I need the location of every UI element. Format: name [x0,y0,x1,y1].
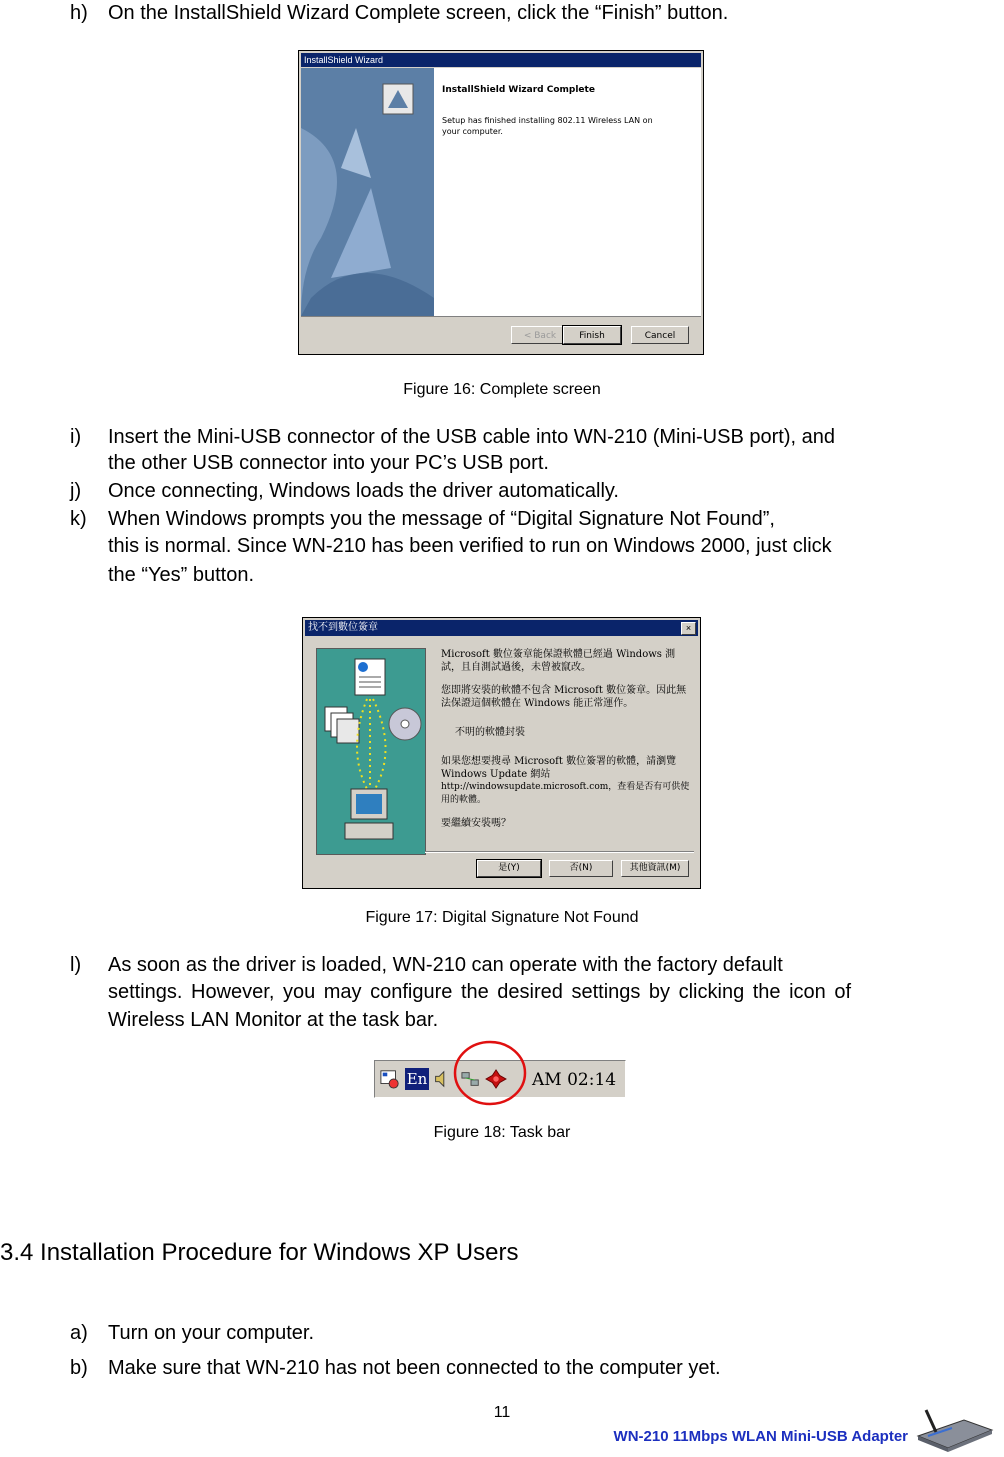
wizard-side-art [301,68,434,316]
language-indicator[interactable]: En [406,1070,428,1088]
message-paragraph: Microsoft 數位簽章能保證軟體已經過 Windows 測試，且自測試過後，未曾被竄改。 [441,649,676,673]
wizard-content-panel [434,68,701,316]
page-number: 11 [493,1404,511,1421]
finish-button[interactable]: Finish [563,326,621,344]
step-label: i) [70,426,82,448]
step-label: b) [70,1357,88,1379]
highlight-circle-icon [452,1040,532,1110]
wizard-button-bar [301,316,701,352]
step-text-line2: the other USB connector into your PC’s USB port. [108,452,549,474]
step-label: k) [70,508,87,530]
window-title: InstallShield Wizard [301,53,701,67]
cancel-button[interactable]: Cancel [631,326,689,344]
signature-message [441,648,691,840]
clock: AM 02:14 [532,1070,617,1090]
scheduler-icon[interactable] [379,1069,401,1089]
computer-disk-icon [317,649,423,852]
shield-art-icon [301,68,434,316]
wizard-heading: InstallShield Wizard Complete [442,85,595,95]
step-text: Turn on your computer. [108,1322,315,1344]
product-footer: WN-210 11Mbps WLAN Mini-USB Adapter [613,1428,908,1445]
step-label: a) [70,1322,88,1344]
volume-icon[interactable] [433,1069,451,1089]
step-label: j) [70,480,82,502]
step-label: h) [70,2,88,24]
wizard-body: Setup has finished installing 802.11 Wireless LAN on your computer. [442,116,653,136]
adapter-device-icon [912,1406,996,1452]
unknown-package-label: 不明的軟體封裝 [455,727,525,738]
signature-art [316,648,426,855]
more-info-button[interactable]: 其他資訊(M) [621,860,689,877]
figure-16-caption: Figure 16: Complete screen [403,381,601,398]
step-text-line3: the “Yes” button. [108,564,255,586]
section-heading: 3.4 Installation Procedure for Windows XP Users [0,1239,519,1266]
step-text-line2: settings. However, you may configure the desired settings by clicking the icon of [108,981,852,1003]
digital-signature-dialog [302,617,701,889]
step-text: Once connecting, Windows loads the driver automatically. [108,480,619,502]
continue-question: 要繼續安裝嗎？ [441,818,511,829]
step-text-line1: As soon as the driver is loaded, WN-210 can operate with the factory default [108,954,783,976]
close-button[interactable]: × [681,622,696,635]
step-text-line2: this is normal. Since WN-210 has been verified to run on Windows 2000, just click [108,535,832,557]
step-text: On the InstallShield Wizard Complete screen, click the “Finish” button. [108,2,729,24]
no-button[interactable]: 否(N) [549,860,613,877]
installshield-complete-dialog [298,50,704,355]
step-text-line1: When Windows prompts you the message of “Digital Signature Not Found”, [108,508,775,530]
figure-17-caption: Figure 17: Digital Signature Not Found [365,909,639,926]
step-text-line1: Insert the Mini-USB connector of the USB cable into WN-210 (Mini-USB port), and [108,426,835,448]
figure-18-caption: Figure 18: Task bar [433,1124,571,1141]
step-label: l) [70,954,82,976]
windowsupdate-link: http://windowsupdate.microsoft.com，查看是否有可供使用的軟體。 [441,782,690,805]
step-text-line3: Wireless LAN Monitor at the task bar. [108,1009,439,1031]
window-title: 找不到數位簽章 [305,620,698,636]
step-text: Make sure that WN-210 has not been connected to the computer yet. [108,1357,721,1379]
divider [425,851,694,853]
yes-button[interactable]: 是(Y) [477,860,541,877]
back-button[interactable]: < Back [511,326,569,344]
message-paragraph: 如果您想要搜尋 Microsoft 數位簽署的軟體，請瀏覽 Windows Update 網站 [441,756,677,780]
message-paragraph: 您即將安裝的軟體不包含 Microsoft 數位簽章。因此無法保證這個軟體在 Windows 能正常運作。 [441,685,687,709]
